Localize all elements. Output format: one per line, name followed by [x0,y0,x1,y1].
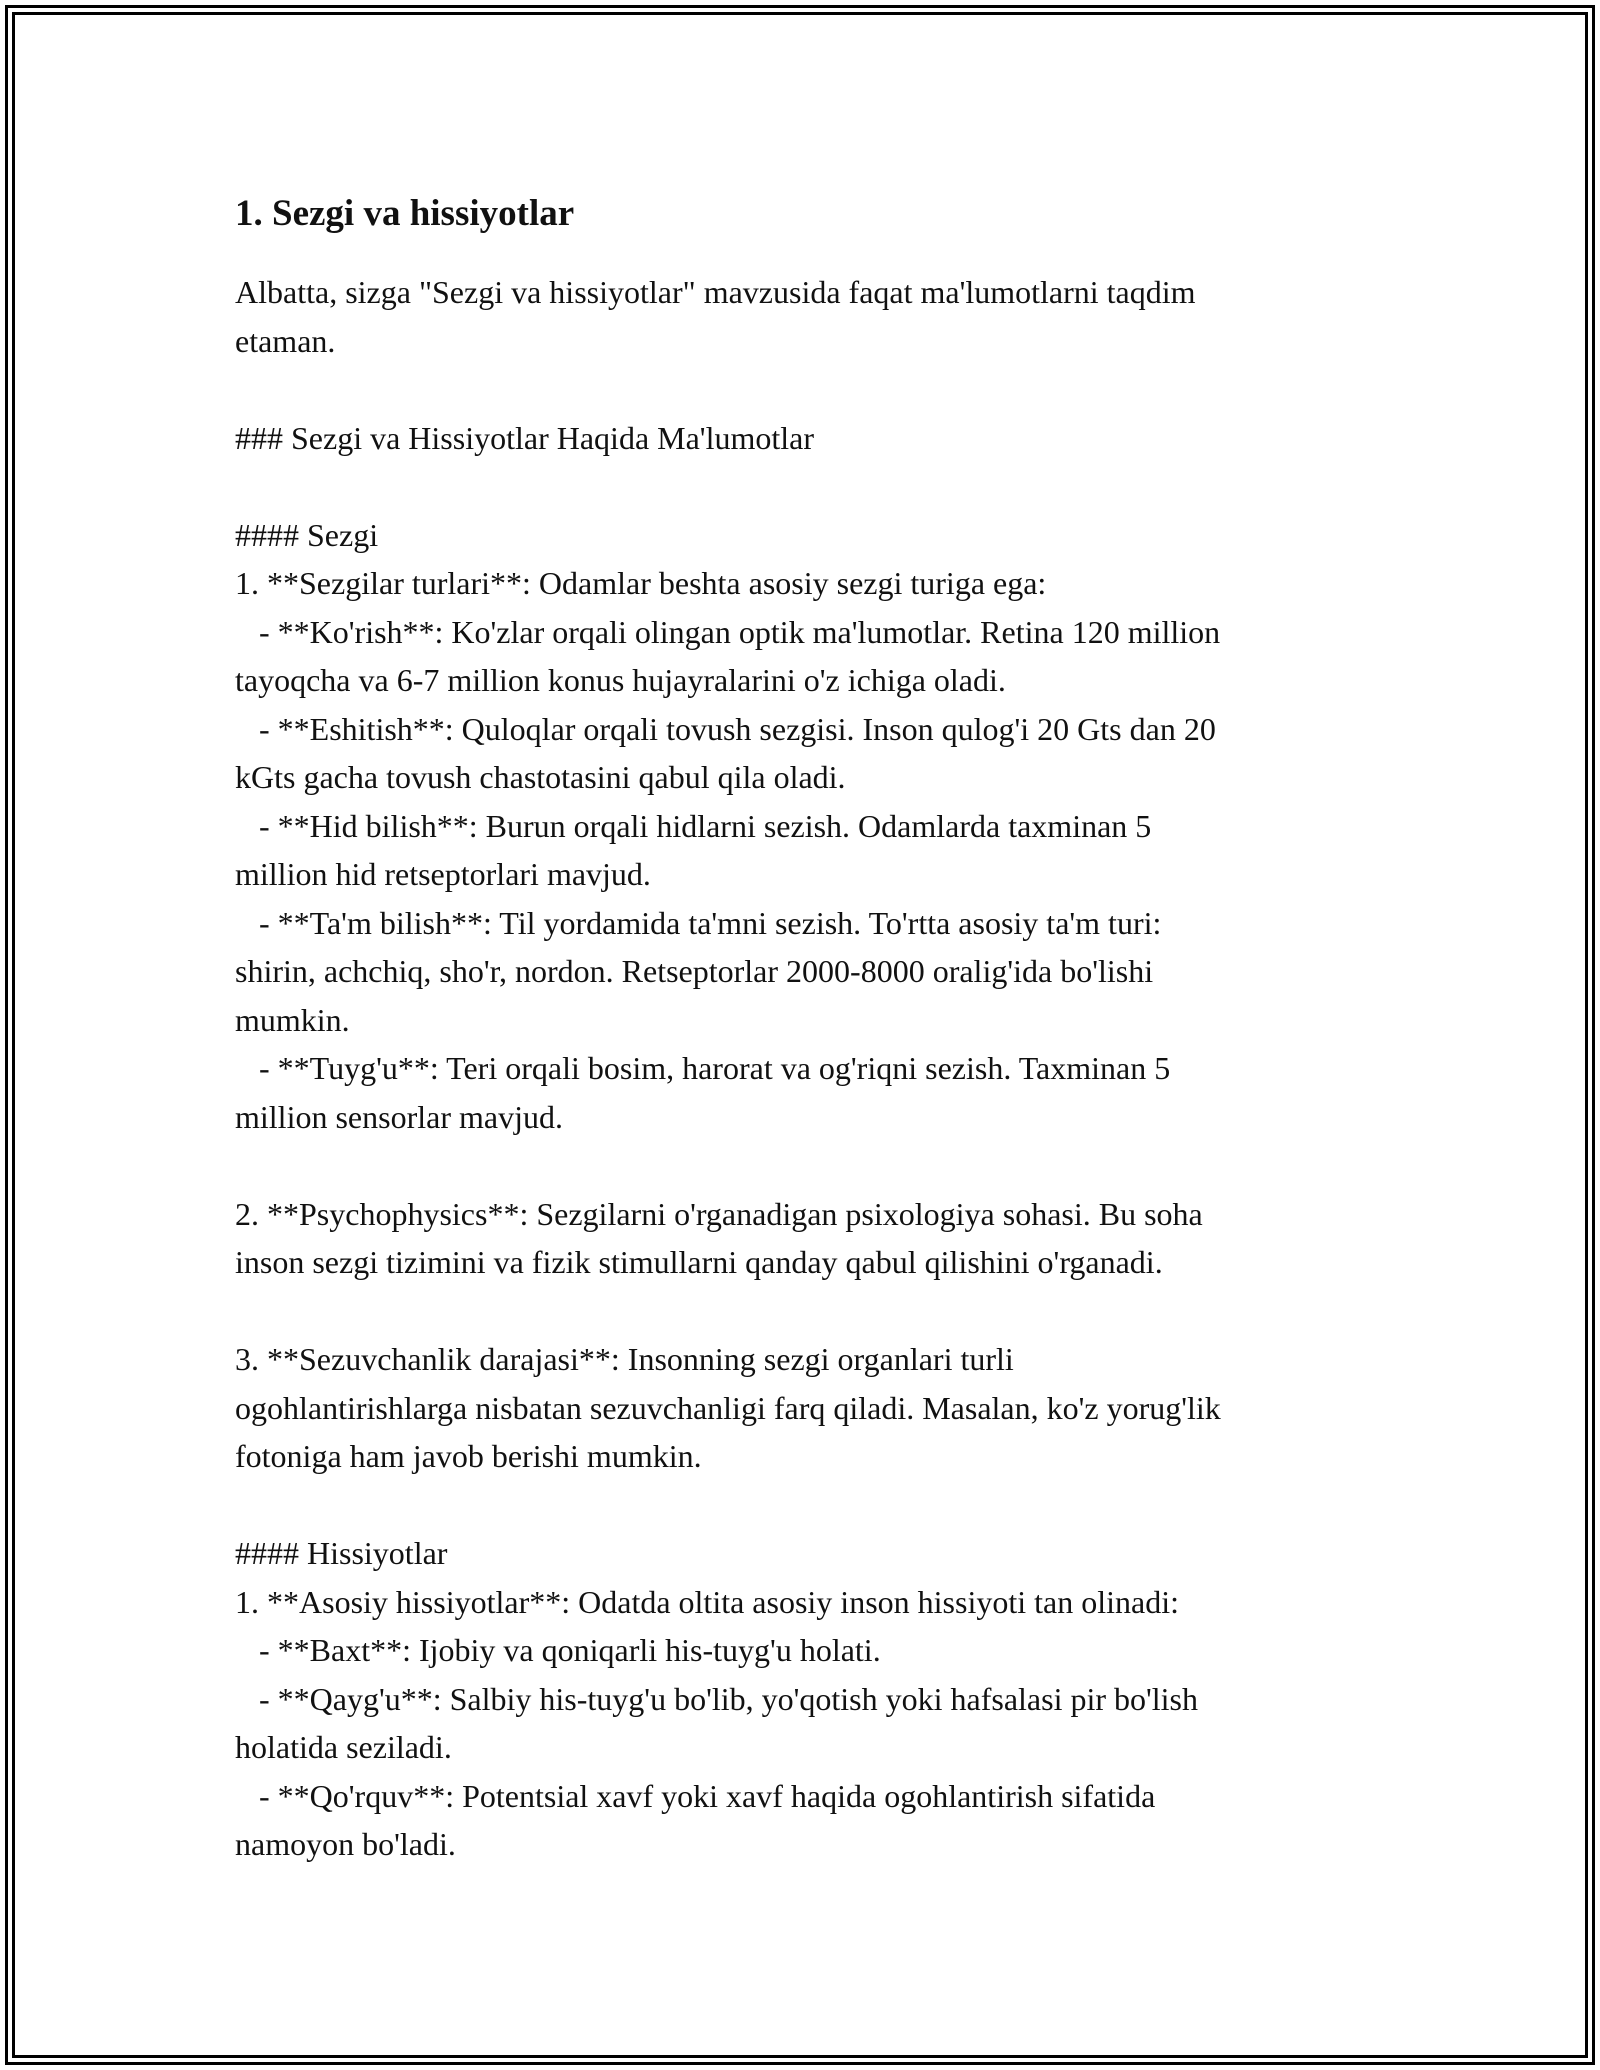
blank-line [235,1287,1375,1336]
text-line: 3. **Sezuvchanlik darajasi**: Insonning sezgi organlari turli [235,1341,1014,1377]
text-line: #### Sezgi [235,516,379,553]
text-line: - **Hid bilish**: Burun orqali hidlarni sezish. Odamlarda taxminan 5 [235,807,1152,844]
document-text [235,268,1375,1869]
text-line: ### Sezgi va Hissiyotlar Haqida Ma'lumotlar [235,419,814,456]
text-line: - **Baxt**: Ijobiy va qoniqarli his-tuyg'u holati. [235,1632,881,1668]
text-line: inson sezgi tizimini va fizik stimullarni qanday qabul qilishini o'rganadi. [235,1244,1163,1280]
document-title: 1. Sezgi va hissiyotlar [235,193,575,234]
text-line: holatida seziladi. [235,1729,452,1765]
text-line: fotoniga ham javob berishi mumkin. [235,1438,702,1474]
text-line: million sensorlar mavjud. [235,1098,563,1135]
blank-line [235,1141,1375,1190]
blank-line [235,462,1375,511]
text-line: - **Eshitish**: Quloqlar orqali tovush sezgisi. Inson qulog'i 20 Gts dan 20 [235,710,1216,747]
text-line: Albatta, sizga "Sezgi va hissiyotlar" mavzusida faqat ma'lumotlarni taqdim [235,274,1196,310]
text-line: etaman. [235,322,336,359]
text-line: - **Tuyg'u**: Teri orqali bosim, harorat va og'riqni sezish. Taxminan 5 [235,1050,1171,1086]
text-line: - **Qo'rquv**: Potentsial xavf yoki xavf haqida ogohlantirish sifatida [235,1777,1156,1814]
text-line: mumkin. [235,1001,350,1038]
text-line: 1. **Sezgilar turlari**: Odamlar beshta asosiy sezgi turiga ega: [235,565,1047,601]
text-line: - **Qayg'u**: Salbiy his-tuyg'u bo'lib, yo'qotish yoki hafsalasi pir bo'lish [235,1680,1198,1717]
text-line: 2. **Psychophysics**: Sezgilarni o'rganadigan psixologiya sohasi. Bu soha [235,1195,1203,1232]
text-line: ogohlantirishlarga nisbatan sezuvchanligi farq qiladi. Masalan, ko'z yorug'lik [235,1389,1221,1426]
blank-line [235,365,1375,414]
blank-line [235,1481,1375,1530]
text-line: shirin, achchiq, sho'r, nordon. Retseptorlar 2000-8000 oralig'ida bo'lishi [235,953,1154,989]
text-line: kGts gacha tovush chastotasini qabul qila oladi. [235,759,846,795]
text-line: tayoqcha va 6-7 million konus hujayralarini o'z ichiga oladi. [235,662,1006,698]
text-line: namoyon bo'ladi. [235,1826,456,1862]
text-line: 1. **Asosiy hissiyotlar**: Odatda oltita asosiy inson hissiyoti tan olinadi: [235,1583,1179,1620]
text-line: - **Ko'rish**: Ko'zlar orqali olingan optik ma'lumotlar. Retina 120 million [235,613,1221,650]
text-line: - **Ta'm bilish**: Til yordamida ta'mni sezish. To'rtta asosiy ta'm turi: [235,904,1162,941]
text-line: million hid retseptorlari mavjud. [235,856,651,892]
document-body [235,186,1375,1869]
text-line: #### Hissiyotlar [235,1535,448,1571]
